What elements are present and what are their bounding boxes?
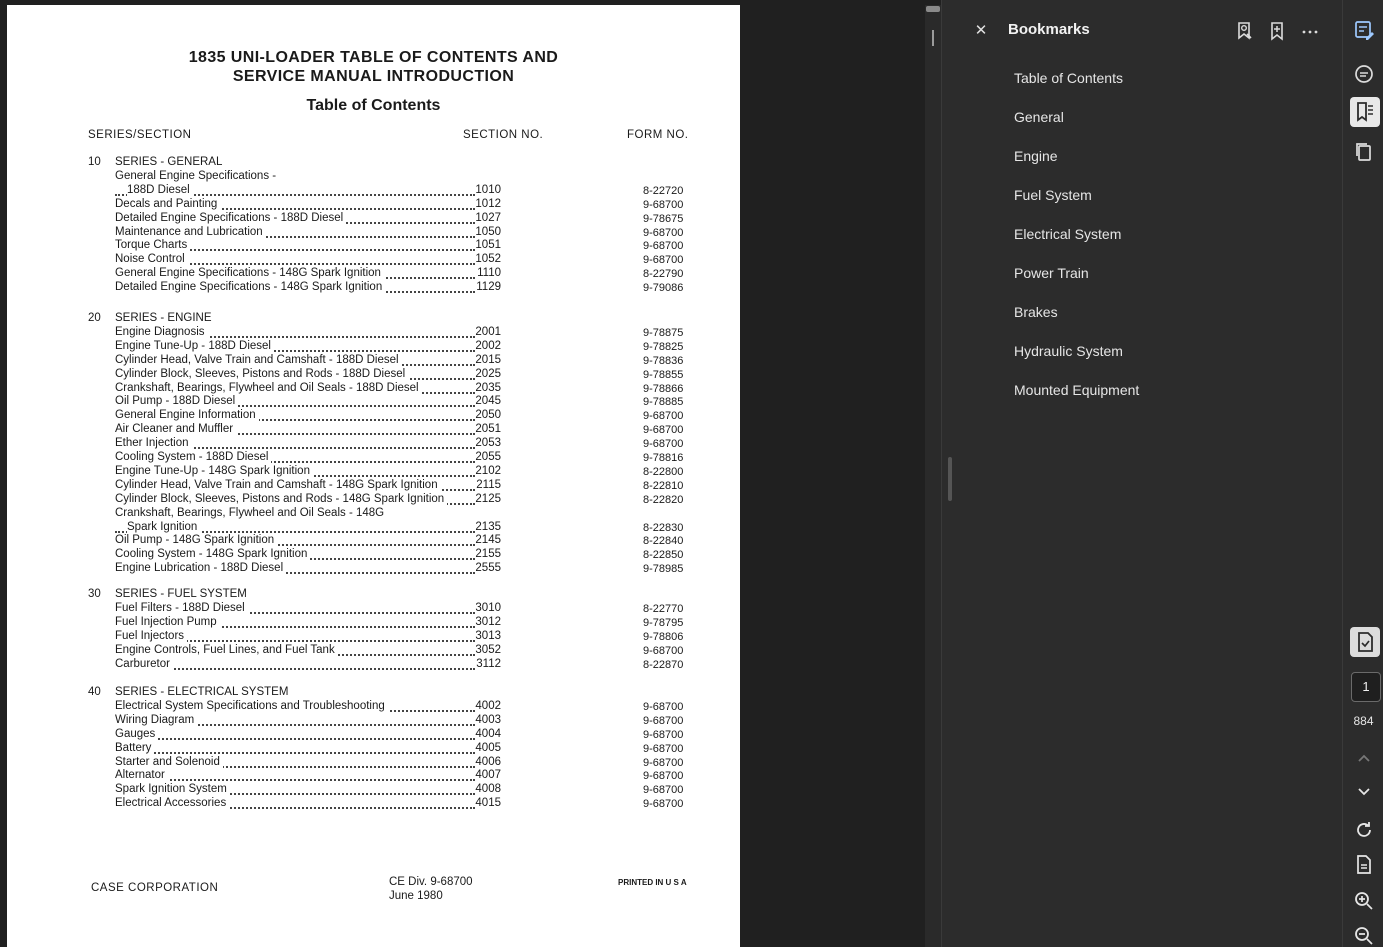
bookmark-item[interactable]: Electrical System [1014,226,1122,242]
toc-entry [115,714,501,728]
toc-entry [115,700,501,714]
series-number: 20 [88,312,101,324]
zoom-in-icon[interactable] [1352,889,1376,913]
toc-entry [115,437,501,451]
toc-section-number: 4003 [475,713,501,726]
toc-section-number: 2155 [475,548,501,561]
toc-section-number: 4006 [475,755,501,768]
pages-icon[interactable] [1352,140,1376,164]
bookmarks-panel [941,0,1342,947]
toc-entry [115,326,501,340]
toc-section-number: 4008 [475,783,501,796]
toc-form-number: 9-68700 [643,410,684,423]
toc-form-number: 9-78675 [643,212,684,225]
total-pages: 884 [1353,714,1374,728]
toc-entry-label: Electrical Accessories [115,797,229,809]
toc-entry [115,340,501,354]
toc-form-number: 8-22810 [643,479,684,492]
toc-entry-label: Oil Pump - 148G Spark Ignition [115,534,277,546]
toc-entry-label: 188D Diesel [127,184,193,196]
toc-entry [115,451,501,465]
toc-entry [115,521,501,535]
toc-entry [115,239,501,253]
toc-section-number: 3052 [475,643,501,656]
toc-entry-label: Cooling System - 188D Diesel [115,451,271,463]
toc-entry [115,382,501,396]
toc-entry-label: General Engine Specifications - 148G Spark Ignition [115,267,384,279]
toc-entry-label: Engine Controls, Fuel Lines, and Fuel Tank [115,644,338,656]
toc-entry [115,644,501,658]
toc-section-number: 2051 [475,423,501,436]
toc-form-number: 9-78806 [643,630,684,643]
series-number: 40 [88,686,101,698]
series-title: SERIES - ELECTRICAL SYSTEM [115,686,289,698]
toc-form-number: 9-79086 [643,282,684,295]
document-scrollbar[interactable] [925,5,941,947]
toc-entry [115,281,501,295]
bookmark-item[interactable]: Fuel System [1014,187,1092,203]
bookmark-item[interactable]: Engine [1014,148,1058,164]
toc-entry-label: Cylinder Block, Sleeves, Pistons and Rods - 188D Diesel [115,368,408,380]
toc-entry-label: Starter and Solenoid [115,756,223,768]
toc-entry [115,783,501,797]
toc-entry-label: Fuel Injectors [115,630,187,642]
toc-section-number: 2125 [475,492,501,505]
tool-rail [1342,0,1383,947]
toc-form-number: 8-22850 [643,549,684,562]
toc-section-number: 2555 [475,562,501,575]
toc-entry-label: Fuel Filters - 188D Diesel [115,602,248,614]
text-caret [932,30,934,46]
toc-entry-label: Cooling System - 148G Spark Ignition [115,548,310,560]
document-icon[interactable] [1352,853,1376,877]
toc-entry [115,198,501,212]
toc-entry [115,212,501,226]
toc-entry [115,548,501,562]
pdf-page [7,5,740,947]
leader-dots [115,779,475,781]
toc-form-number: 8-22770 [643,602,684,615]
toc-form-number: 9-68700 [643,198,684,211]
toc-entry [115,267,501,281]
toc-entry-label: Noise Control [115,253,188,265]
toc-entry [115,395,501,409]
edit-pdf-icon[interactable] [1352,18,1376,42]
toc-entry [115,368,501,382]
toc-form-number: 9-68700 [643,240,684,253]
toc-section-number: 2145 [475,534,501,547]
toc-form-number: 9-68700 [643,226,684,239]
toc-section-number: 1129 [476,281,501,294]
toc-entry [115,728,501,742]
toc-form-number: 8-22840 [643,535,684,548]
toc-entry-label: Carburetor [115,658,173,670]
toc-entry [115,534,501,548]
toc-entry-label: Alternator [115,769,168,781]
toc-entry [115,756,501,770]
toc-section-number: 2053 [475,437,501,450]
bookmark-item[interactable]: Table of Contents [1014,70,1123,86]
toc-section-number: 3013 [475,629,501,642]
toc-entry [115,602,501,616]
bookmark-ribbon-icon[interactable] [1267,21,1287,41]
toc-section-number: 1052 [475,253,501,266]
toc-section-number: 1051 [475,239,501,252]
toc-section-number: 2050 [475,409,501,422]
toc-form-number: 9-68700 [643,798,684,811]
toc-section-number: 2045 [475,395,501,408]
toc-entry-label: Spark Ignition [127,521,200,533]
footer-date: June 1980 [389,890,443,902]
toc-section-number: 4007 [475,769,501,782]
zoom-out-icon[interactable] [1352,924,1376,947]
toc-section-number: 3112 [476,657,501,670]
toc-entry-label: Maintenance and Lubrication [115,226,266,238]
toc-entry-label: Engine Tune-Up - 148G Spark Ignition [115,465,313,477]
toc-section-number: 1010 [475,183,501,196]
toc-section-number: 4002 [475,699,501,712]
footer-printed: PRINTED IN U S A [618,878,687,887]
toc-form-number: 9-68700 [643,254,684,267]
toc-entry-label: Decals and Painting [115,198,220,210]
document-title-line1: 1835 UNI-LOADER TABLE OF CONTENTS AND [188,49,559,66]
toc-form-number: 8-22790 [643,268,684,281]
toc-entry [115,354,501,368]
more-options-icon[interactable] [1300,21,1320,41]
toc-entry-label: Air Cleaner and Muffler [115,423,236,435]
toc-entry [115,465,501,479]
toc-section-number: 1050 [475,225,501,238]
column-header-series: SERIES/SECTION [88,129,192,141]
toc-section-number: 2035 [475,381,501,394]
bookmarks-icon[interactable] [1350,97,1380,127]
toc-entry-label: Ether Injection [115,437,192,449]
close-icon[interactable]: ✕ [974,22,988,39]
toc-entry [115,493,501,507]
toc-form-number: 9-78855 [643,368,684,381]
toc-form-number: 8-22800 [643,465,684,478]
toc-entry-label: General Engine Information [115,409,259,421]
toc-entry [115,616,501,630]
series-title: SERIES - ENGINE [115,312,212,324]
toc-form-number: 8-22820 [643,493,684,506]
toc-entry-label: Cylinder Head, Valve Train and Camshaft - 188D Diesel [115,354,402,366]
bookmark-item[interactable]: General [1014,109,1064,125]
toc-entry [115,562,501,576]
toc-entry-label: Wiring Diagram [115,714,197,726]
toc-section-number: 3012 [475,615,501,628]
toc-entry-label: Engine Tune-Up - 188D Diesel [115,340,274,352]
toc-entry [115,797,501,811]
toc-section-number: 1027 [475,211,501,224]
toc-form-number: 9-68700 [643,770,684,783]
series-number: 30 [88,588,101,600]
toc-entry [115,253,501,267]
series-title: SERIES - GENERAL [115,156,223,168]
toc-entry-label: Engine Lubrication - 188D Diesel [115,562,286,574]
toc-entry [115,658,501,672]
toc-form-number: 9-78816 [643,452,684,464]
toc-form-number: 9-78875 [643,326,684,339]
toc-section-number: 2002 [475,339,501,352]
footer-division: CE Div. 9-68700 [389,876,473,888]
toc-section-number: 2102 [475,464,501,477]
toc-entry-label: General Engine Specifications - [115,169,277,182]
toc-entry [115,423,501,437]
toc-entry-label: Gauges [115,728,158,740]
toc-section-number: 1110 [477,267,501,280]
toc-section-number: 2025 [475,367,501,380]
toc-form-number: 8-22830 [643,521,684,534]
series-number: 10 [88,156,101,168]
toc-form-number: 9-78836 [643,354,684,367]
toc-form-number: 9-78985 [643,563,684,576]
comment-icon[interactable] [1352,62,1376,86]
toc-form-number: 9-78825 [643,340,684,353]
document-subtitle: Table of Contents [306,97,441,114]
toc-section-number: 2015 [475,353,501,366]
series-title: SERIES - FUEL SYSTEM [115,588,247,600]
toc-form-number: 9-68700 [643,714,684,727]
toc-section-number: 3010 [475,601,501,614]
column-header-form: FORM NO. [627,129,689,141]
toc-entry [115,409,501,423]
toc-entry [115,630,501,644]
panel-resize-handle[interactable] [948,457,952,501]
toc-entry-label: Detailed Engine Specifications - 148G Spark Ignition [115,281,385,293]
toc-entry-label: Detailed Engine Specifications - 188D Diesel [115,212,346,224]
scroll-up-icon[interactable] [1352,747,1376,771]
toc-entry-label: Crankshaft, Bearings, Flywheel and Oil Seals - 188D Diesel [115,382,422,394]
toc-section-number: 4005 [475,741,501,754]
leader-dots [115,738,475,740]
toc-form-number: 9-68700 [643,438,684,451]
toc-form-number: 9-68700 [643,742,684,755]
toc-entry-label: Battery [115,742,154,754]
bookmarks-panel-header [942,0,1343,60]
bookmark-item[interactable]: Hydraulic System [1014,343,1123,359]
toc-form-number: 9-78795 [643,616,684,629]
bookmark-item[interactable]: Mounted Equipment [1014,382,1140,398]
footer-company: CASE CORPORATION [91,882,219,894]
document-title-line2: SERVICE MANUAL INTRODUCTION [232,68,515,85]
document-scrollbar-thumb[interactable] [926,6,940,12]
toc-section-number: 1012 [475,197,501,210]
toc-section-number: 4004 [475,727,501,740]
toc-form-number: 8-22720 [643,184,684,197]
toc-entry-label: Engine Diagnosis [115,326,208,338]
bookmark-item[interactable]: Brakes [1014,304,1058,320]
toc-entry-label: Fuel Injection Pump [115,616,220,628]
column-header-section: SECTION NO. [463,129,544,141]
toc-entry-label: Cylinder Block, Sleeves, Pistons and Rods - 148G Spark Ignition [115,493,447,505]
toc-entry-label: Electrical System Specifications and Troubleshooting [115,700,388,712]
toc-form-number: 9-68700 [643,784,684,797]
add-bookmark-icon[interactable] [1234,21,1254,41]
toc-section-number: 4015 [475,797,501,810]
toc-entry [115,226,501,240]
bookmarks-panel-title: Bookmarks [1008,21,1090,38]
toc-entry-label: Cylinder Head, Valve Train and Camshaft - 148G Spark Ignition [115,479,441,491]
toc-entry [115,742,501,756]
toc-form-number: 9-68700 [643,700,684,713]
toc-form-number: 8-22870 [643,658,684,671]
bookmark-item[interactable]: Power Train [1014,265,1089,281]
toc-form-number: 9-78885 [643,396,684,409]
toc-section-number: 2001 [475,325,501,338]
toc-form-number: 9-68700 [643,728,684,741]
leader-dots [115,752,475,754]
toc-entry [115,769,501,783]
toc-entry [115,184,501,198]
toc-section-number: 2055 [475,451,501,463]
toc-entry-label: Torque Charts [115,239,190,251]
toc-entry [115,479,501,493]
toc-form-number: 9-68700 [643,756,684,769]
current-page-input[interactable]: 1 [1351,672,1381,702]
toc-entry-label: Oil Pump - 188D Diesel [115,395,238,407]
toc-entry-label: Crankshaft, Bearings, Flywheel and Oil Seals - 148G [115,506,385,519]
refresh-icon[interactable] [1352,818,1376,842]
toc-form-number: 9-68700 [643,424,684,437]
toc-entry-label: Spark Ignition System [115,783,230,795]
toc-form-number: 9-78866 [643,382,684,395]
scroll-down-icon[interactable] [1352,779,1376,803]
toc-form-number: 9-68700 [643,644,684,657]
toc-section-number: 2135 [475,520,501,533]
toc-section-number: 2115 [476,478,501,491]
page-tools-icon[interactable] [1350,627,1380,657]
